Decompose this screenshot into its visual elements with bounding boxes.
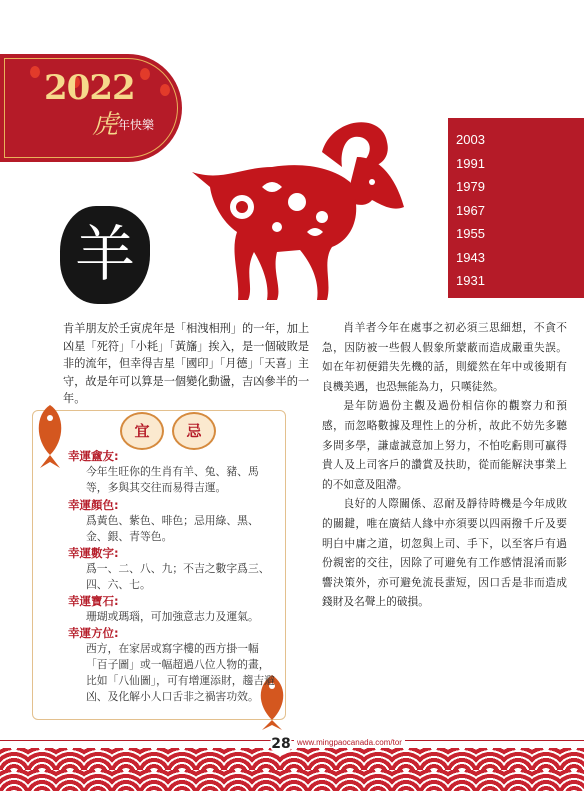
year-item: 1967 xyxy=(456,202,485,218)
koi-fish-icon xyxy=(30,400,70,470)
section-title: 幸運方位: xyxy=(68,626,119,640)
yi-badge: 宜 xyxy=(120,412,164,450)
intro-paragraph: 肯羊朋友於壬寅虎年是「相洩相刑」的一年，加上凶星「死符」「小耗」「黃旛」挨入，是一個破敗是非的流年，但幸得吉星「國印」「月德」「天喜」主守，故是年可以算是一個變化動盪，吉凶參半的一年。 xyxy=(63,322,310,406)
lantern-icon xyxy=(140,68,150,80)
lucky-friends-section xyxy=(68,448,278,496)
fortune-text-column xyxy=(322,318,567,612)
yi-ji-header xyxy=(120,412,230,448)
section-body: 今年生旺你的生肖有羊、兔、豬、馬等，多與其交往而易得吉運。 xyxy=(86,465,259,494)
section-body: 爲一、二、八、九；不吉之數字爲三、四、六、七。 xyxy=(86,562,270,591)
zodiac-ink-seal xyxy=(60,206,150,304)
footer-wave-pattern xyxy=(0,748,584,791)
footer-divider xyxy=(0,740,584,747)
zodiac-character: 羊 xyxy=(75,220,135,290)
section-title: 幸運盦友: xyxy=(68,449,119,463)
year-item: 1943 xyxy=(456,249,485,265)
year-list xyxy=(448,118,584,293)
lucky-colors-section xyxy=(68,497,278,545)
section-title: 幸運寶石: xyxy=(68,594,119,608)
ji-badge: 忌 xyxy=(172,412,216,450)
lucky-numbers-section xyxy=(68,545,278,593)
fortune-paragraph: 良好的人際關係、忍耐及靜待時機是今年成敗的關鍵，唯在廣結人緣中亦須要以四兩撥千斤及要明白中庸之道，切忽與上司、手下，以至客戶有過份親密的交往，因除了可避免有工作感情混淆而影響決策外，亦可避免流長蜚短，因口舌是非而造成錢財及名聲上的破損。 xyxy=(322,497,567,609)
banner-tiger-char: 虎 xyxy=(92,110,119,140)
website-link[interactable]: www.mingpaocanada.com/tor xyxy=(294,738,405,747)
year-item: 2003 xyxy=(456,132,485,147)
lantern-icon xyxy=(160,84,170,96)
lantern-icon xyxy=(30,66,40,78)
fortune-paragraph: 肖羊者今年在處事之初必須三思細想，不貪不急，因防被一些假人假象所蒙蔽而造成嚴重失誤。如在年初便錯失先機的話，則縱然在年中或後期有良機美遇，也恐無能為力，只嘆徒然。 xyxy=(322,321,567,393)
section-body: 爲黃色、紫色、啡色；忌用綠、黑、金、銀、青等色。 xyxy=(86,514,259,543)
page-number: 28 xyxy=(270,733,292,755)
banner-greeting: 年快樂 xyxy=(118,118,155,132)
year-item: 1991 xyxy=(456,155,485,171)
year-item: 1931 xyxy=(456,273,485,288)
year-list-tab xyxy=(448,118,584,298)
year-item: 1955 xyxy=(456,226,485,241)
fortune-paragraph: 是年防過份主觀及過份相信你的觀察力和預感，而忽略數據及理性上的分析，故此不妨先多聽多問多學，謙虛誠意加上努力，不怕吃虧則可贏得貴人及上司客戶的讚賞及扶助，從而能解決事業上的不如意及阻滯。 xyxy=(322,399,567,491)
lucky-gems-section xyxy=(68,593,278,625)
section-title: 幸運數字: xyxy=(68,546,119,560)
section-title: 幸運顏色: xyxy=(68,498,119,512)
goat-papercut-illustration xyxy=(182,112,452,302)
year-item: 1979 xyxy=(456,179,485,194)
section-body: 珊瑚或瑪瑙，可加強意志力及運氣。 xyxy=(86,610,259,623)
lucky-direction-section xyxy=(68,625,278,705)
banner-year: 2022 xyxy=(44,68,135,108)
section-body: 西方，在家居或寫字樓的西方掛一幅「百子圖」或一幅超過八位人物的畫，比如「八仙圖」，可有增運添財，趨吉避凶、及化解小人口舌非之禍害功效。 xyxy=(86,642,275,703)
